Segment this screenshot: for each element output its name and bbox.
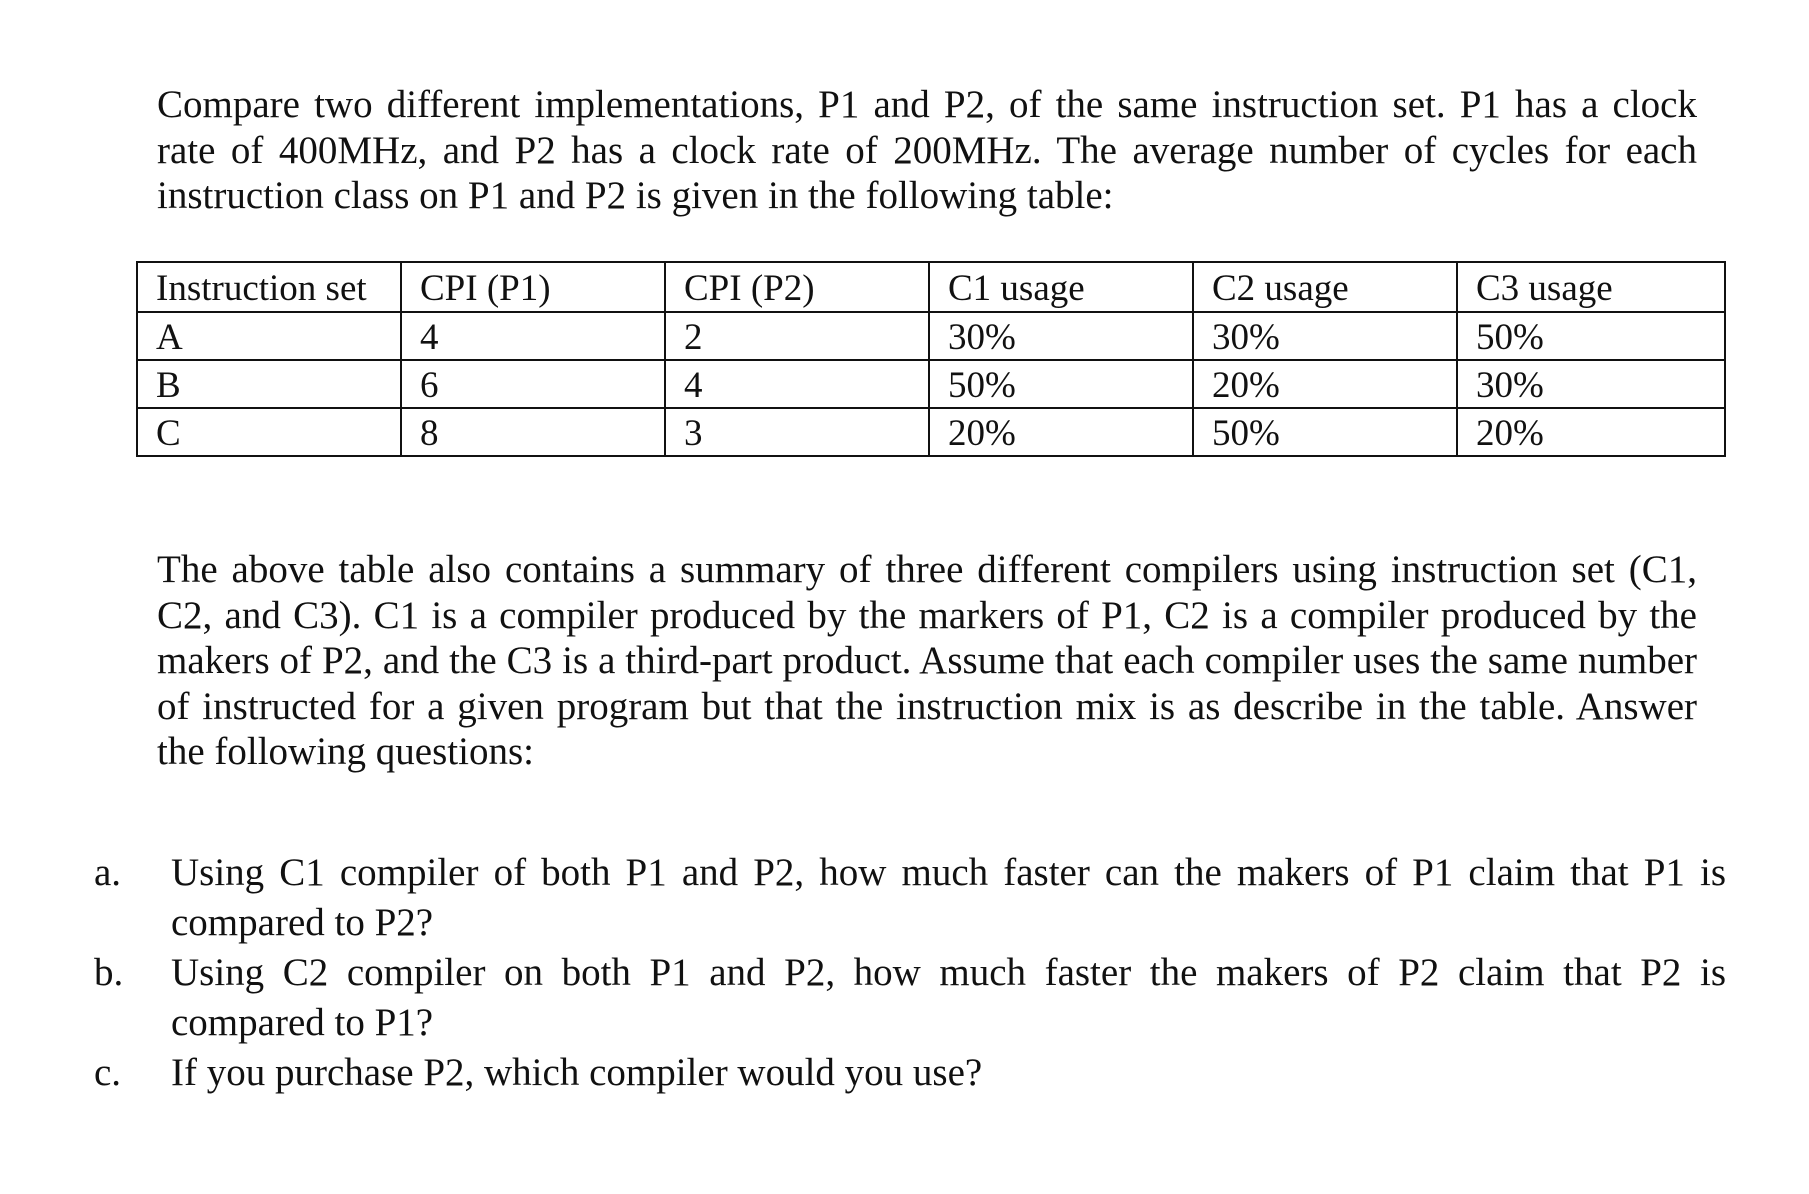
table-cell: 4 xyxy=(401,312,665,360)
question-text: Using C2 compiler on both P1 and P2, how much faster the makers of P2 claim that P2 is compared to P1? xyxy=(171,951,1726,1044)
question-text: If you purchase P2, which compiler would you use? xyxy=(171,1051,983,1094)
table-row xyxy=(137,408,1725,456)
table-cell: 50% xyxy=(1457,312,1725,360)
table-cell: B xyxy=(137,360,401,408)
question-marker: b. xyxy=(94,951,124,994)
question-item-c xyxy=(94,1048,1726,1098)
table-header-cell: CPI (P1) xyxy=(401,262,665,312)
table-cell: 8 xyxy=(401,408,665,456)
table-cell: 3 xyxy=(665,408,929,456)
intro-paragraph: Compare two different implementations, P1 and P2, of the same instruction set. P1 has a clock rate of 400MHz, and P2 has a clock rate of 200MHz. The average number of cycles for each instruction class on P1 and P2 is given in the following table: xyxy=(157,83,1697,217)
table-header-cell: C3 usage xyxy=(1457,262,1725,312)
table-cell: A xyxy=(137,312,401,360)
table-cell: 30% xyxy=(929,312,1193,360)
table-cell: 2 xyxy=(665,312,929,360)
table-header-cell: Instruction set xyxy=(137,262,401,312)
question-marker: c. xyxy=(94,1051,122,1094)
table-cell: 50% xyxy=(929,360,1193,408)
question-item-b xyxy=(94,948,1726,1048)
summary-paragraph: The above table also contains a summary of three different compilers using instruction set (C1, C2, and C3). C1 is a compiler produced by the markers of P1, C2 is a compiler produced by the makers of P2, and the C3 is a third-part product. Assume that each compiler uses the same number of instructed for a given program but that the instruction mix is as describe in the table. Answer the following questions: xyxy=(157,548,1697,773)
table-row xyxy=(137,312,1725,360)
table-cell: 20% xyxy=(929,408,1193,456)
question-item-a xyxy=(94,848,1726,948)
question-text: Using C1 compiler of both P1 and P2, how much faster can the makers of P1 claim that P1 is compared to P2? xyxy=(171,851,1726,944)
questions-list xyxy=(94,848,1726,1098)
table-row xyxy=(137,360,1725,408)
table-cell: 6 xyxy=(401,360,665,408)
table-cell: 4 xyxy=(665,360,929,408)
table-header-cell: C2 usage xyxy=(1193,262,1457,312)
table-cell: C xyxy=(137,408,401,456)
table-header-cell: CPI (P2) xyxy=(665,262,929,312)
table-cell: 30% xyxy=(1457,360,1725,408)
table-cell: 20% xyxy=(1457,408,1725,456)
table-cell: 50% xyxy=(1193,408,1457,456)
table-cell: 20% xyxy=(1193,360,1457,408)
cpi-table xyxy=(136,261,1726,457)
table-cell: 30% xyxy=(1193,312,1457,360)
table-header-row xyxy=(137,262,1725,312)
table-header-cell: C1 usage xyxy=(929,262,1193,312)
question-marker: a. xyxy=(94,851,122,894)
